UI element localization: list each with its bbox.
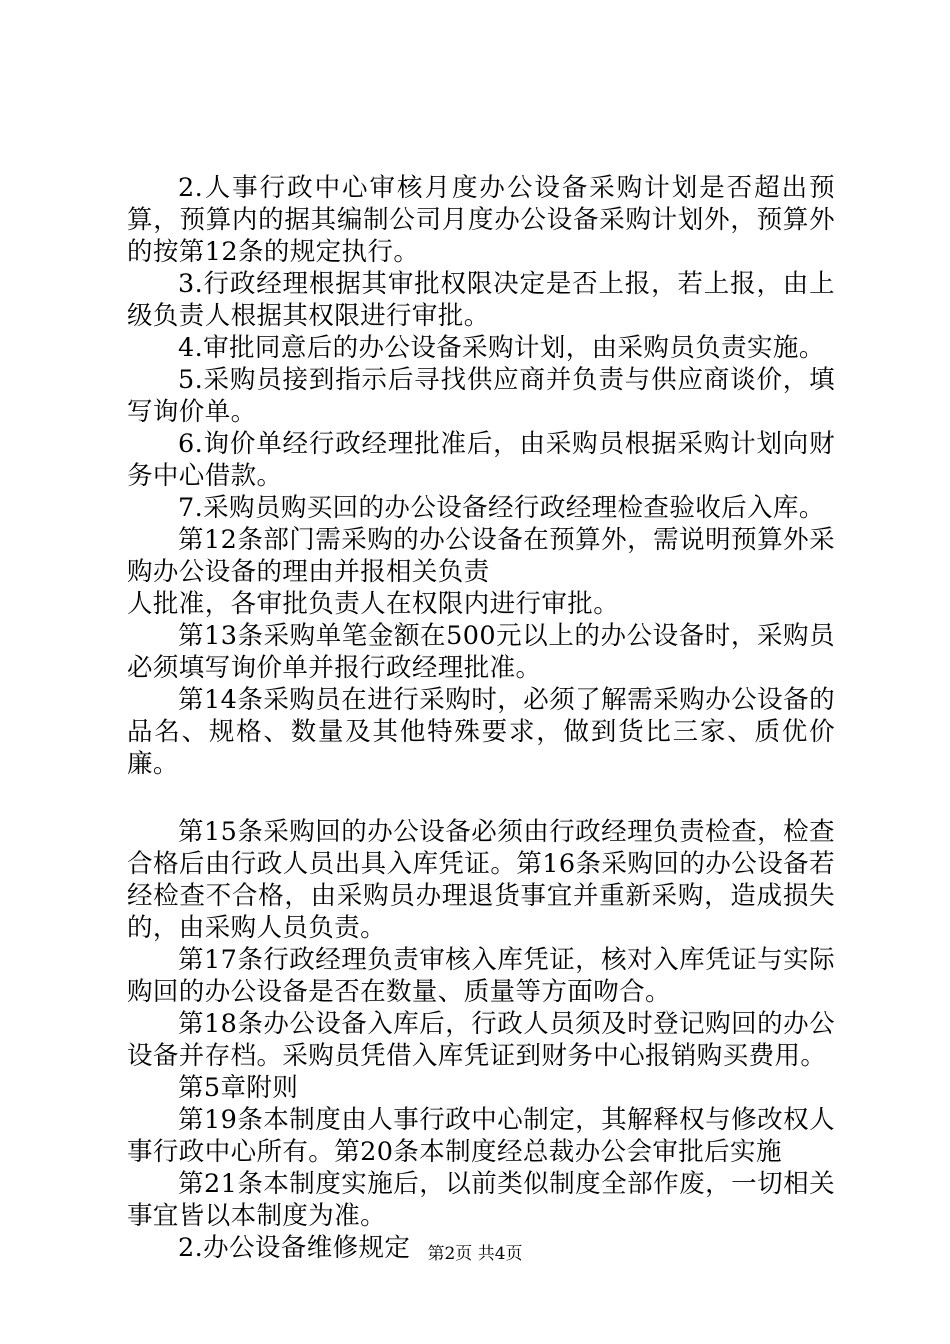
paragraph-article-19-20: 第19条本制度由人事行政中心制定，其解释权与修改权人事行政中心所有。第20条本制度经总裁办公会审批后实施 [127,1105,835,1167]
paragraph-article-12-continued: 人批准，各审批负责人在权限内进行审批。 [127,589,620,619]
paragraph-step-2: 2.人事行政中心审核月度办公设备采购计划是否超出预算，预算内的据其编制公司月度办公设备采购计划外，预算外的按第12条的规定执行。 [127,173,835,267]
paragraph-article-21: 第21条本制度实施后，以前类似制度全部作废，一切相关事宜皆以本制度为准。 [127,1169,835,1231]
paragraph-step-5: 5.采购员接到指示后寻找供应商并负责与供应商谈价，填写询价单。 [127,365,835,427]
page-footer [0,1244,950,1264]
document-body [127,172,835,1264]
paragraph-step-4: 4.审批同意后的办公设备采购计划，由采购员负责实施。 [178,333,825,363]
page-number: 第2页 [427,1244,473,1264]
paragraph-step-7: 7.采购员购买回的办公设备经行政经理检查验收后入库。 [178,493,825,523]
paragraph-article-13: 第13条采购单笔金额在500元以上的办公设备时，采购员必须填写询价单并报行政经理批准。 [127,621,835,683]
paragraph-article-12: 第12条部门需采购的办公设备在预算外，需说明预算外采购办公设备的理由并报相关负责 [127,525,835,587]
chapter-5-heading: 第5章附则 [178,1073,299,1103]
page-total: 共4页 [477,1244,523,1264]
paragraph-step-6: 6.询价单经行政经理批准后，由采购员根据采购计划向财务中心借款。 [127,429,835,491]
paragraph-step-3: 3.行政经理根据其审批权限决定是否上报，若上报，由上级负责人根据其权限进行审批。 [127,269,835,331]
paragraph-article-15-16: 第15条采购回的办公设备必须由行政经理负责检查，检查合格后由行政人员出具入库凭证。第16条采购回的办公设备若经检查不合格，由采购员办理退货事宜并重新采购，造成损失的，由采购人员负责。 [127,817,835,943]
paragraph-article-17: 第17条行政经理负责审核入库凭证，核对入库凭证与实际购回的办公设备是否在数量、质量等方面吻合。 [127,945,835,1007]
paragraph-article-18: 第18条办公设备入库后，行政人员须及时登记购回的办公设备并存档。采购员凭借入库凭证到财务中心报销购买费用。 [127,1009,835,1071]
section-heading-maintenance: 2.办公设备维修规定 [178,1233,411,1263]
paragraph-article-14: 第14条采购员在进行采购时，必须了解需采购办公设备的品名、规格、数量及其他特殊要求，做到货比三家、质优价廉。 [127,685,835,779]
